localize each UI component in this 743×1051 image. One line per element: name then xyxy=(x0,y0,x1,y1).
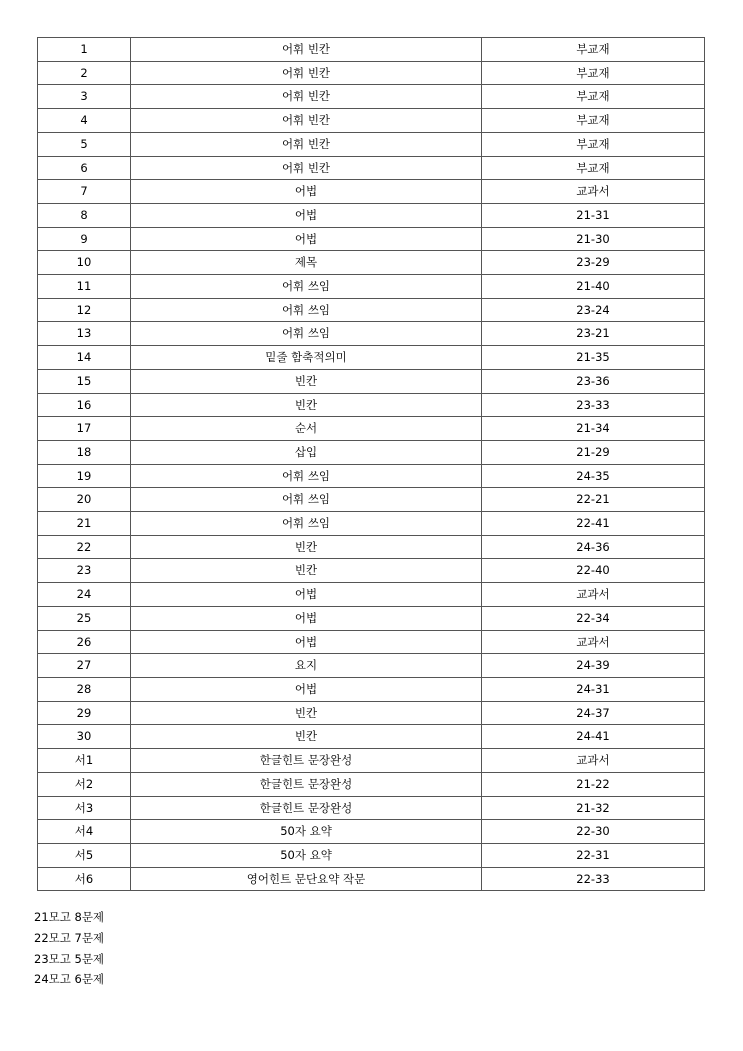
question-source-cell: 교과서 xyxy=(482,749,705,773)
question-type-cell: 50자 요약 xyxy=(131,843,482,867)
question-source-cell: 부교재 xyxy=(482,61,705,85)
table-row xyxy=(38,488,705,512)
table-row xyxy=(38,772,705,796)
note-line: 21모고 8문제 xyxy=(34,910,105,924)
question-number-cell: 27 xyxy=(38,654,131,678)
question-type-cell: 어휘 빈칸 xyxy=(131,61,482,85)
question-type-cell: 어법 xyxy=(131,606,482,630)
question-type-cell: 한글힌트 문장완성 xyxy=(131,772,482,796)
table-row xyxy=(38,630,705,654)
table-row xyxy=(38,512,705,536)
question-type-cell: 어법 xyxy=(131,630,482,654)
question-type-cell: 어휘 쓰임 xyxy=(131,464,482,488)
note-line: 23모고 5문제 xyxy=(34,951,105,966)
table-row xyxy=(38,393,705,417)
table-row xyxy=(38,559,705,583)
question-source-cell: 21-40 xyxy=(482,275,705,299)
question-type-cell: 어휘 쓰임 xyxy=(131,512,482,536)
question-type-cell: 어휘 쓰임 xyxy=(131,275,482,299)
table-row xyxy=(38,180,705,204)
question-type-cell: 어휘 빈칸 xyxy=(131,85,482,109)
question-source-cell: 22-40 xyxy=(482,559,705,583)
question-number-cell: 12 xyxy=(38,298,131,322)
question-source-cell: 교과서 xyxy=(482,630,705,654)
question-source-cell: 21-29 xyxy=(482,440,705,464)
question-number-cell: 5 xyxy=(38,132,131,156)
question-source-cell: 부교재 xyxy=(482,38,705,62)
question-source-cell: 22-30 xyxy=(482,820,705,844)
question-number-cell: 서2 xyxy=(38,772,131,796)
table-row xyxy=(38,203,705,227)
table-row xyxy=(38,867,705,891)
question-source-cell: 부교재 xyxy=(482,132,705,156)
note-line: 24모고 6문제 xyxy=(34,972,105,987)
question-type-cell: 어휘 쓰임 xyxy=(131,298,482,322)
question-number-cell: 6 xyxy=(38,156,131,180)
question-type-cell: 빈칸 xyxy=(131,535,482,559)
question-type-cell: 밑줄 함축적의미 xyxy=(131,346,482,370)
question-source-cell: 24-39 xyxy=(482,654,705,678)
question-source-cell: 24-41 xyxy=(482,725,705,749)
question-source-cell: 22-33 xyxy=(482,867,705,891)
question-number-cell: 29 xyxy=(38,701,131,725)
question-number-cell: 4 xyxy=(38,109,131,133)
question-source-cell: 23-33 xyxy=(482,393,705,417)
table-row xyxy=(38,227,705,251)
question-source-cell: 24-31 xyxy=(482,677,705,701)
question-source-cell: 23-29 xyxy=(482,251,705,275)
table-row xyxy=(38,275,705,299)
table-row xyxy=(38,38,705,62)
exam-count-notes xyxy=(34,907,334,990)
question-type-cell: 어법 xyxy=(131,180,482,204)
question-source-cell: 22-41 xyxy=(482,512,705,536)
question-source-cell: 21-22 xyxy=(482,772,705,796)
question-source-cell: 23-21 xyxy=(482,322,705,346)
question-number-cell: 2 xyxy=(38,61,131,85)
question-type-cell: 어법 xyxy=(131,583,482,607)
question-number-cell: 3 xyxy=(38,85,131,109)
table-body xyxy=(38,38,705,891)
question-source-cell: 21-34 xyxy=(482,417,705,441)
question-number-cell: 24 xyxy=(38,583,131,607)
question-number-cell: 22 xyxy=(38,535,131,559)
table-row xyxy=(38,583,705,607)
table-row xyxy=(38,677,705,701)
question-number-cell: 23 xyxy=(38,559,131,583)
table-row xyxy=(38,322,705,346)
table-row xyxy=(38,820,705,844)
question-source-cell: 교과서 xyxy=(482,180,705,204)
question-type-cell: 영어힌트 문단요약 작문 xyxy=(131,867,482,891)
table-row xyxy=(38,346,705,370)
question-number-cell: 8 xyxy=(38,203,131,227)
question-number-cell: 서5 xyxy=(38,843,131,867)
question-number-cell: 서6 xyxy=(38,867,131,891)
question-number-cell: 9 xyxy=(38,227,131,251)
table-row xyxy=(38,417,705,441)
question-number-cell: 서3 xyxy=(38,796,131,820)
question-number-cell: 25 xyxy=(38,606,131,630)
table-row xyxy=(38,440,705,464)
question-source-cell: 부교재 xyxy=(482,109,705,133)
question-number-cell: 1 xyxy=(38,38,131,62)
table-row xyxy=(38,606,705,630)
question-type-cell: 어휘 빈칸 xyxy=(131,156,482,180)
question-number-cell: 서4 xyxy=(38,820,131,844)
question-number-cell: 7 xyxy=(38,180,131,204)
question-source-cell: 24-36 xyxy=(482,535,705,559)
table-row xyxy=(38,61,705,85)
question-source-cell: 23-36 xyxy=(482,369,705,393)
question-number-cell: 26 xyxy=(38,630,131,654)
question-type-cell: 순서 xyxy=(131,417,482,441)
question-number-cell: 서1 xyxy=(38,749,131,773)
question-type-cell: 어법 xyxy=(131,677,482,701)
question-source-cell: 부교재 xyxy=(482,156,705,180)
table-row xyxy=(38,369,705,393)
question-source-cell: 24-37 xyxy=(482,701,705,725)
question-type-cell: 한글힌트 문장완성 xyxy=(131,749,482,773)
question-type-cell: 50자 요약 xyxy=(131,820,482,844)
question-number-cell: 20 xyxy=(38,488,131,512)
table-row xyxy=(38,796,705,820)
question-type-cell: 빈칸 xyxy=(131,725,482,749)
question-type-cell: 삽입 xyxy=(131,440,482,464)
table-row xyxy=(38,156,705,180)
question-source-cell: 22-31 xyxy=(482,843,705,867)
question-type-cell: 빈칸 xyxy=(131,369,482,393)
question-number-cell: 21 xyxy=(38,512,131,536)
question-number-cell: 10 xyxy=(38,251,131,275)
note-line: 22모고 7문제 xyxy=(34,930,105,945)
question-number-cell: 11 xyxy=(38,275,131,299)
table-row xyxy=(38,843,705,867)
table-row xyxy=(38,701,705,725)
question-source-cell: 22-34 xyxy=(482,606,705,630)
table-row xyxy=(38,464,705,488)
question-type-cell: 빈칸 xyxy=(131,393,482,417)
question-source-cell: 부교재 xyxy=(482,85,705,109)
question-number-cell: 19 xyxy=(38,464,131,488)
question-type-cell: 제목 xyxy=(131,251,482,275)
table-row xyxy=(38,654,705,678)
question-type-cell: 어휘 쓰임 xyxy=(131,488,482,512)
table-row xyxy=(38,535,705,559)
table-row xyxy=(38,109,705,133)
table-row xyxy=(38,251,705,275)
question-type-cell: 어휘 빈칸 xyxy=(131,132,482,156)
question-number-cell: 13 xyxy=(38,322,131,346)
question-type-cell: 어휘 빈칸 xyxy=(131,109,482,133)
question-type-cell: 빈칸 xyxy=(131,559,482,583)
question-source-cell: 21-31 xyxy=(482,203,705,227)
question-source-cell: 교과서 xyxy=(482,583,705,607)
table-row xyxy=(38,298,705,322)
question-number-cell: 16 xyxy=(38,393,131,417)
question-type-cell: 어휘 빈칸 xyxy=(131,38,482,62)
question-number-cell: 18 xyxy=(38,440,131,464)
question-type-cell: 어법 xyxy=(131,203,482,227)
question-type-cell: 빈칸 xyxy=(131,701,482,725)
question-number-cell: 14 xyxy=(38,346,131,370)
table-row xyxy=(38,749,705,773)
question-number-cell: 30 xyxy=(38,725,131,749)
question-source-cell: 24-35 xyxy=(482,464,705,488)
question-type-cell: 어법 xyxy=(131,227,482,251)
question-number-cell: 17 xyxy=(38,417,131,441)
question-source-cell: 21-32 xyxy=(482,796,705,820)
table-row xyxy=(38,725,705,749)
question-number-cell: 28 xyxy=(38,677,131,701)
table-row xyxy=(38,132,705,156)
question-source-cell: 21-35 xyxy=(482,346,705,370)
question-number-cell: 15 xyxy=(38,369,131,393)
question-type-cell: 어휘 쓰임 xyxy=(131,322,482,346)
question-source-cell: 21-30 xyxy=(482,227,705,251)
question-source-cell: 23-24 xyxy=(482,298,705,322)
question-type-cell: 요지 xyxy=(131,654,482,678)
table-row xyxy=(38,85,705,109)
question-source-cell: 22-21 xyxy=(482,488,705,512)
question-type-cell: 한글힌트 문장완성 xyxy=(131,796,482,820)
exam-question-table xyxy=(37,37,705,891)
